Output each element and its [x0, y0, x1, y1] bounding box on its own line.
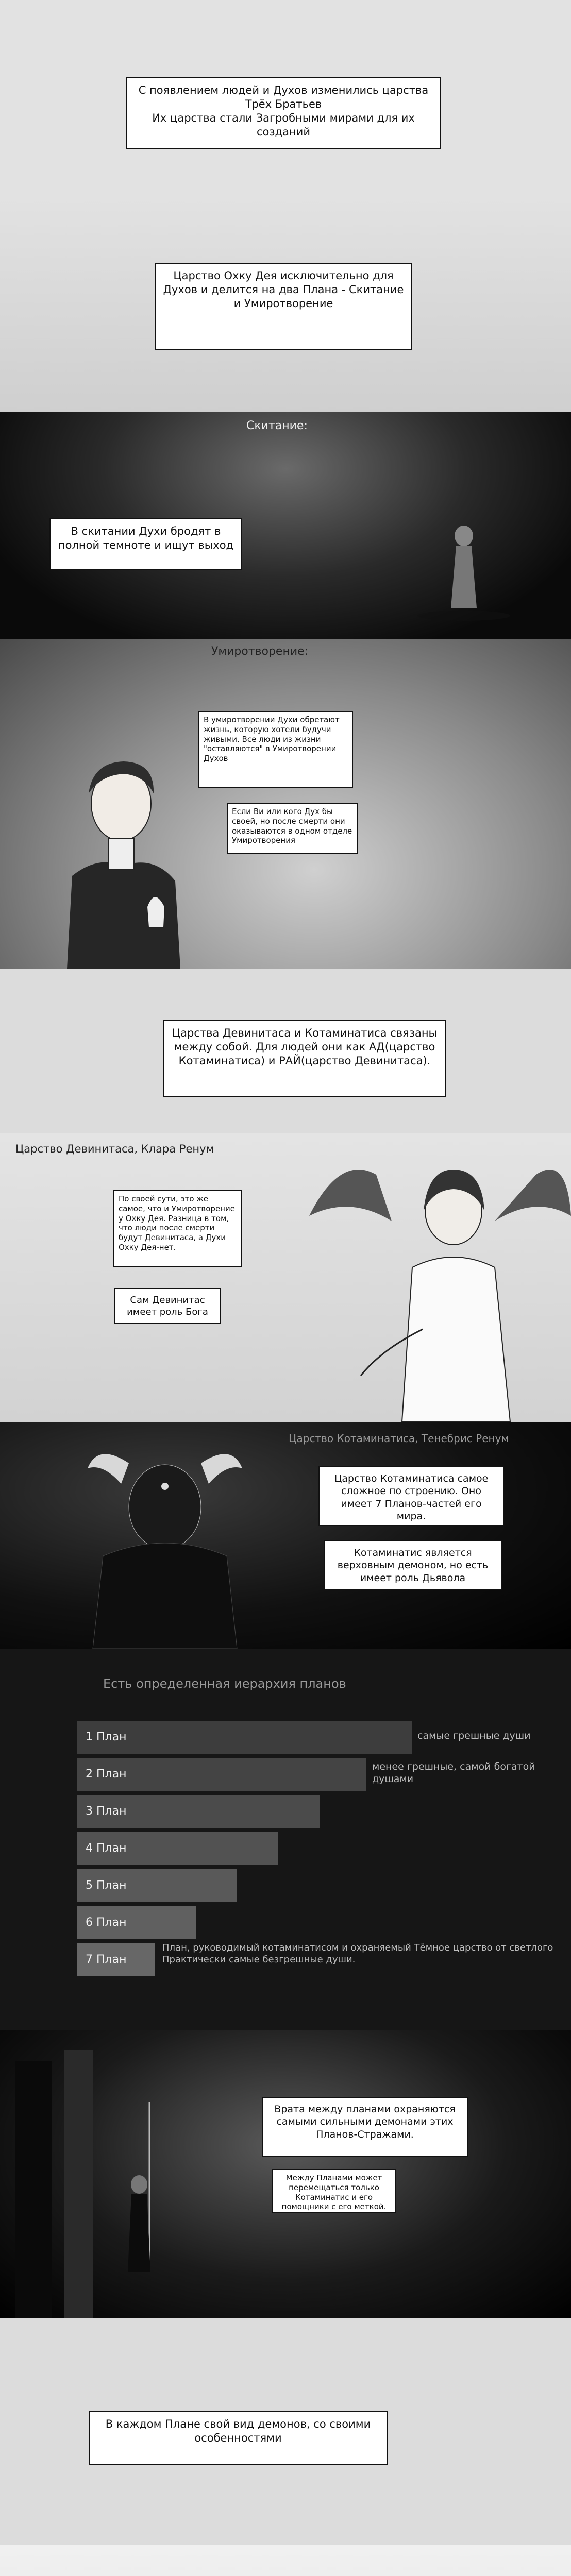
- panel-kotaminatis: [0, 1422, 571, 1649]
- caption-box-gates-1: Врата между планами охраняются самыми сильными демонами этих Планов-Стражами.: [262, 2097, 468, 2157]
- plan-level-6: 6 План: [77, 1906, 196, 1939]
- hierarchy-caption: Есть определенная иерархия планов: [103, 1676, 346, 1691]
- caption-box-okku: Царство Охку Дея исключительно для Духов и делится на два Плана - Скитание и Умиротворение: [155, 263, 412, 350]
- caption-box-realms: Царства Девинитаса и Котаминатиса связаны между собой. Для людей они как АД(царство Котаминатиса) и РАЙ(царство Девинитаса).: [163, 1020, 446, 1097]
- plan-level-5: 5 План: [77, 1869, 237, 1902]
- note-level-7: План, руководимый котаминатисом и охраняемый Тёмное царство от светлого Практически самые безгрешные души.: [162, 1942, 553, 1965]
- panel-realms-link: [0, 969, 571, 1133]
- panel-gates: [0, 2030, 571, 2318]
- plan-level-7: 7 План: [77, 1943, 155, 1976]
- caption-box-demons: В каждом Плане свой вид демонов, со своими особенностями: [89, 2411, 388, 2465]
- plan-level-4: 4 План: [77, 1832, 278, 1865]
- panel-wandering: [0, 412, 571, 639]
- caption-box-kotaminatis-1: Царство Котаминатиса самое сложное по строению. Оно имеет 7 Планов-частей его мира.: [318, 1466, 504, 1526]
- wandering-caption: Скитание:: [246, 419, 308, 432]
- panel-demons: [0, 2318, 571, 2545]
- panel-hierarchy: [0, 1649, 571, 2030]
- caption-box-kotaminatis-2: Котаминатис является верховным демоном, но есть имеет роль Дьявола: [324, 1540, 502, 1590]
- devinitas-winged-figure: [0, 1133, 571, 1422]
- peace-caption: Умиротворение:: [211, 645, 309, 658]
- panel-devinitas: [0, 1133, 571, 1422]
- plan-level-1: 1 План: [77, 1721, 412, 1754]
- note-level-1: самые грешные души: [417, 1730, 531, 1741]
- caption-box-devinitas-2: Сам Девинитас имеет роль Бога: [114, 1288, 221, 1324]
- panel-intro: [0, 0, 571, 196]
- praying-figures: [0, 2545, 571, 2576]
- kotaminatis-caption: Царство Котаминатиса, Тенебрис Ренум: [289, 1432, 509, 1445]
- plan-level-2: 2 План: [77, 1758, 366, 1791]
- caption-box-intro: С появлением людей и Духов изменились царства Трёх Братьев Их царства стали Загробными мирами для их созданий: [126, 77, 441, 149]
- caption-box-wandering: В скитании Духи бродят в полной темноте и ищут выход: [49, 518, 242, 570]
- devinitas-caption: Царство Девинитаса, Клара Ренум: [15, 1143, 214, 1155]
- note-level-2: менее грешные, самой богатой душами: [372, 1761, 535, 1785]
- panel-prayers: [0, 2545, 571, 2576]
- kotaminatis-horned-figure: [0, 1422, 571, 1649]
- panel-peace: [0, 639, 571, 969]
- caption-box-peace-1: В умиротворении Духи обретают жизнь, которую хотели будучи живыми. Все люди из жизни "оставляются" в Умиротворении Духов: [198, 711, 353, 788]
- caption-box-peace-2: Если Ви или кого Дух бы своей, но после смерти они оказываются в одном отделе Умиротворения: [227, 803, 358, 854]
- caption-box-gates-2: Между Планами может перемещаться только Котаминатис и его помощники с его меткой.: [272, 2169, 396, 2213]
- plan-level-3: 3 План: [77, 1795, 320, 1828]
- panel-okku-deya: [0, 196, 571, 412]
- caption-box-devinitas-1: По своей сути, это же самое, что и Умиротворение у Охку Дея. Разница в том, что люди после смерти будут Девинитаса, а Духи Охку Дея-нет.: [113, 1190, 242, 1267]
